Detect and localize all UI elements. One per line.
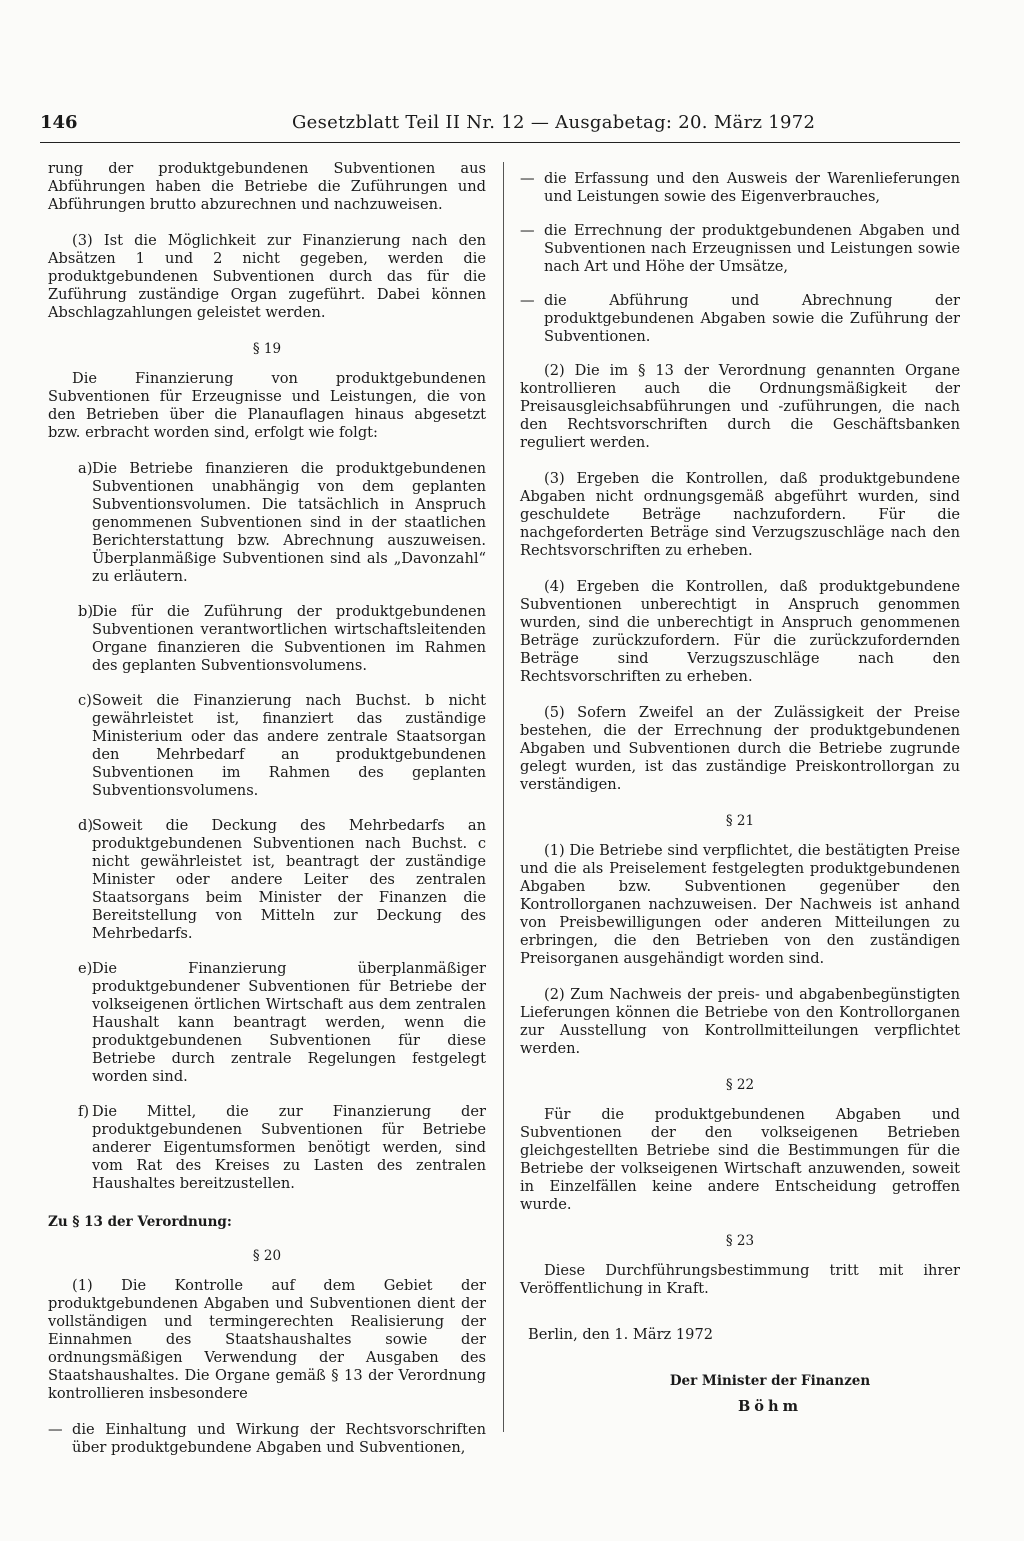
signing-date: Berlin, den 1. März 1972 [528, 1326, 714, 1343]
list-text: Die für die Zuführung der produktgebundenen Subventionen verantwortlichen wirtschaftsleitenden Organe finanzieren die Subventionen im Rahmen des geplanten Subventionsvolumens. [92, 603, 486, 674]
list-text: Die Finanzierung überplanmäßiger produktgebundener Subventionen für Betriebe der volkseigenen örtlichen Wirtschaft aus dem zentralen Haushalt kann beantragt werden, wenn die produktgebundenen Subventionen für diese Betriebe durch zentrale Regelungen festgelegt worden sind. [92, 960, 486, 1085]
page-number: 146 [40, 112, 78, 133]
list-text: Soweit die Finanzierung nach Buchst. b nicht gewährleistet ist, finanziert das zuständige Ministerium oder das andere zentrale Staatsorgan den Mehrbedarf an produktgebundenen Subventionen im Rahmen des geplanten Subventionsvolumens. [92, 692, 486, 799]
paragraph: (5) Sofern Zweifel an der Zulässigkeit der Preise bestehen, die der Errechnung der produktgebundenen Abgaben und Subventionen durch die Betriebe zugrunde gelegt wurden, ist das zuständige Preiskontrollorgan zu verständigen. [520, 704, 960, 793]
list-item [48, 960, 486, 1086]
list-text: Soweit die Deckung des Mehrbedarfs an produktgebundenen Subventionen nach Buchst. c nicht gewährleistet ist, beantragt der zuständige Minister oder andere Leiter des zentralen Staatsorgans beim Minister der Finanzen die Bereitstellung von Mitteln zur Deckung des Mehrbedarfs. [92, 817, 486, 942]
list-marker: d) [78, 817, 94, 834]
paragraph: (1) Die Betriebe sind verpflichtet, die bestätigten Preise und die als Preiselement festgelegten produktgebundenen Abgaben bzw. Subventionen gegenüber den Kontrollorganen nachzuweisen. Der Nachweis ist anhand von Preisbewilligungen oder anderen Mitteilungen zu erbringen, die den Betrieben von den zuständigen Preisorganen ausgehändigt worden sind. [520, 842, 960, 967]
list-marker: f) [78, 1103, 90, 1120]
header-title: Gesetzblatt Teil II Nr. 12 — Ausgabetag: 20. März 1972 [292, 112, 816, 133]
paragraph: rung der produktgebundenen Subventionen aus Abführungen haben die Betriebe die Zuführungen und Abführungen brutto abzurechnen und nachzuweisen. [48, 160, 486, 213]
list-item [48, 1103, 486, 1193]
dash-text: die Einhaltung und Wirkung der Rechtsvorschriften über produktgebundene Abgaben und Subventionen, [72, 1421, 486, 1456]
dash-text: die Erfassung und den Ausweis der Warenlieferungen und Leistungen sowie des Eigenverbrauches, [544, 170, 960, 205]
left-column [48, 160, 486, 1473]
paragraph: (2) Die im § 13 der Verordnung genannten Organe kontrollieren auch die Ordnungsmäßigkeit der Preisausgleichsabführungen und -zuführungen, die nach den Rechtsvorschriften durch die Geschäftsbanken reguliert werden. [520, 362, 960, 451]
section-heading-22: § 22 [725, 1077, 755, 1093]
list-marker: b) [78, 603, 94, 620]
paragraph: (4) Ergeben die Kontrollen, daß produktgebundene Subventionen unberechtigt in Anspruch genommen wurden, sind die unberechtigt in Anspruch genommenen Beträge zurückzufordern. Für die zurückzufordernden Beträge sind Verzugszuschläge nach den Rechtsvorschriften zu erheben. [520, 578, 960, 685]
page-header [40, 108, 960, 143]
paragraph: Für die produktgebundenen Abgaben und Subventionen der den volkseigenen Betrieben gleichgestellten Betriebe sind die Bestimmungen für die Betriebe der volkseigenen Wirtschaft anzuwenden, soweit in Einzelfällen keine andere Entscheidung getroffen wurde. [520, 1106, 960, 1213]
section-heading-23: § 23 [725, 1233, 755, 1249]
list-marker: c) [78, 692, 92, 709]
paragraph: (1) Die Kontrolle auf dem Gebiet der produktgebundenen Abgaben und Subventionen dient der vollständigen und termingerechten Realisierung der Einnahmen des Staatshaushaltes sowie der ordnungsmäßigen Verwendung der Ausgaben des Staatshaushaltes. Die Organe gemäß § 13 der Verordnung kontrollieren insbesondere [48, 1277, 486, 1402]
list-marker: e) [78, 960, 93, 977]
list-text: Die Betriebe finanzieren die produktgebundenen Subventionen unabhängig von dem geplanten Subventionsvolumen. Die tatsächlich in Anspruch genommenen Subventionen sind in der staatlichen Berichterstattung bzw. Abrechnung auszuweisen. Überplanmäßige Subventionen sind als „Davonzahl“ zu erläutern. [92, 460, 486, 585]
dash-item [520, 292, 960, 346]
paragraph: (3) Ist die Möglichkeit zur Finanzierung nach den Absätzen 1 und 2 nicht gegeben, werden die produktgebundenen Subventionen durch das für die Zuführung zuständige Organ zugeführt. Dabei können Abschlagzahlungen geleistet werden. [48, 232, 486, 321]
dash-marker: — [520, 222, 535, 239]
dash-item [520, 170, 960, 206]
dash-marker: — [520, 170, 535, 187]
section-heading-19: § 19 [252, 341, 282, 357]
dash-text: die Errechnung der produktgebundenen Abgaben und Subventionen nach Erzeugnissen und Leistungen sowie nach Art und Höhe der Umsätze, [544, 222, 960, 275]
list-item [48, 817, 486, 943]
paragraph: Die Finanzierung von produktgebundenen Subventionen für Erzeugnisse und Leistungen, die von den Betrieben über die Planauflagen hinaus abgesetzt bzw. erbracht worden sind, erfolgt wie folgt: [48, 370, 486, 441]
list-marker: a) [78, 460, 93, 477]
dash-text: die Abführung und Abrechnung der produktgebundenen Abgaben sowie die Zuführung der Subventionen. [544, 292, 960, 345]
column-divider [503, 162, 504, 1432]
dash-marker: — [48, 1421, 63, 1438]
signer-title: Der Minister der Finanzen [669, 1373, 871, 1389]
list-text: Die Mittel, die zur Finanzierung der produktgebundenen Subventionen für Betriebe anderer Eigentumsformen benötigt werden, sind vom Rat des Kreises zu Lasten des zentralen Haushaltes bereitzustellen. [92, 1103, 486, 1192]
paragraph: Diese Durchführungsbestimmung tritt mit ihrer Veröffentlichung in Kraft. [520, 1262, 960, 1297]
list-item [48, 603, 486, 675]
signer-name: Böhm [737, 1398, 803, 1415]
section-heading-20: § 20 [252, 1248, 282, 1264]
list-item [48, 692, 486, 800]
dash-item [48, 1421, 486, 1457]
section-heading-21: § 21 [725, 813, 755, 829]
paragraph: (2) Zum Nachweis der preis- und abgabenbegünstigten Lieferungen können die Betriebe von den Kontrollorganen zur Ausstellung von Kontrollmitteilungen verpflichtet werden. [520, 986, 960, 1057]
right-column [520, 170, 960, 1416]
list-item [48, 460, 486, 586]
dash-marker: — [520, 292, 535, 309]
subheading: Zu § 13 der Verordnung: [48, 1214, 232, 1230]
paragraph: (3) Ergeben die Kontrollen, daß produktgebundene Abgaben nicht ordnungsgemäß abgeführt wurden, sind geschuldete Beträge nachzufordern. Für die nachgeforderten Beträge sind Verzugszuschläge nach den Rechtsvorschriften zu erheben. [520, 470, 960, 559]
dash-item [520, 222, 960, 276]
